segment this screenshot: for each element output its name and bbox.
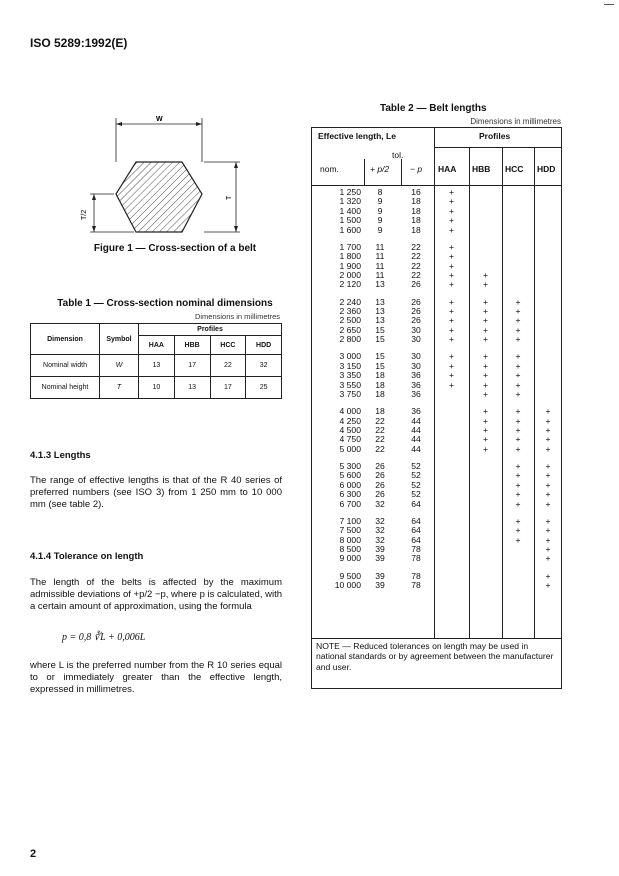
t2-plus-cell: 32: [375, 515, 385, 526]
t2-haa-cell: +: [448, 215, 455, 226]
t2-plus-cell: 13: [375, 296, 385, 307]
t2-hcc-cell: +: [515, 525, 521, 536]
t2-nom-cell: 3 550: [339, 379, 361, 390]
t1-row-dimension: Nominal height: [31, 377, 100, 399]
t2-hbb-cell: +: [482, 443, 489, 454]
t2-haa-cell: +: [448, 241, 455, 252]
t1-row-dimension: Nominal width: [31, 355, 100, 377]
t2-minus-cell: 52: [411, 489, 421, 500]
t2-minus-cell: 36: [411, 406, 421, 417]
t1-profile-hdd: HDD: [246, 336, 282, 355]
belt-cross-section-figure: [81, 110, 260, 242]
t1-cell: 13: [174, 377, 210, 399]
figure-label-t2: T/2: [81, 209, 88, 220]
t2-haa-cell: +: [448, 296, 455, 307]
t2-hdd-cell: +: [545, 479, 551, 490]
t1-cell: 32: [246, 355, 282, 377]
t2-hcc-cell: +: [515, 315, 521, 326]
t2-plus-cell: 32: [375, 534, 385, 545]
t2-plus-cell: 11: [375, 241, 385, 252]
t2-haa-cell: +: [448, 334, 455, 345]
t2-hdd-cell: +: [545, 461, 551, 471]
t2-nom-cell: 3 350: [339, 370, 361, 381]
t2-hbb-cell: +: [482, 296, 489, 307]
figure-label-t: T: [226, 195, 233, 200]
table-row: [31, 355, 282, 377]
t2-nom-cell: 2 120: [339, 279, 361, 290]
t2-plus-cell: 39: [375, 570, 385, 581]
t2-plus-cell: 18: [375, 370, 385, 381]
t2-minus-cell: 64: [411, 525, 421, 536]
corner-mark: [604, 4, 614, 5]
t2-nom-cell: 5 600: [339, 470, 361, 481]
t2-plus-cell: 22: [375, 425, 385, 435]
t2-minus-cell: 30: [411, 334, 421, 345]
t2-plus-cell: 22: [375, 434, 385, 445]
t1-profile-hbb: HBB: [174, 336, 210, 355]
t2-hdd-cell: +: [545, 498, 551, 509]
t2-minus-cell: 36: [411, 370, 421, 381]
t2-minus-cell: 78: [411, 570, 421, 581]
t2-haa-cell: +: [448, 351, 455, 362]
t2-nom-cell: 8 500: [339, 544, 361, 554]
t2-plus-cell: 9: [377, 224, 383, 235]
t2-hdd-cell: +: [545, 570, 551, 581]
t2-nom-cell: 4 250: [339, 415, 361, 426]
t2-haa-cell: +: [448, 205, 455, 216]
t2-hcc-cell: +: [515, 489, 521, 500]
t2-plus-cell: 9: [377, 205, 383, 216]
t2-minus-cell: 16: [411, 187, 421, 197]
section-4-1-3-title: 4.1.3 Lengths: [30, 450, 91, 461]
t2-minus-cell: 44: [411, 425, 421, 435]
t1-cell: 17: [174, 355, 210, 377]
t2-minus-cell: 26: [411, 279, 421, 290]
t2-plus-cell: 13: [375, 315, 385, 326]
t2-hdd-cell: +: [545, 434, 551, 445]
t2-minus-cell: 52: [411, 461, 421, 471]
t2-nom-cell: 1 800: [339, 251, 361, 262]
t2-haa-cell: +: [448, 279, 455, 290]
t2-nom-cell: 1 400: [339, 205, 361, 216]
t2-plus-cell: 32: [375, 498, 385, 509]
section-4-1-4-text: The length of the belts is affected by the maximum admissible deviations of +p/2 −p, where p is calculated, with a certain amount of approximation, using the formula: [30, 577, 282, 612]
t2-nom-cell: 1 250: [339, 187, 361, 197]
t2-hcc-cell: +: [515, 515, 521, 526]
t2-hbb-cell: +: [482, 334, 489, 345]
section-4-1-4-text-2: where L is the preferred number from the R 10 series equal to or immediately greater than the effective length, expressed in millimetres.: [30, 660, 282, 695]
t2-hcc-cell: +: [515, 479, 521, 490]
table-2-units: Dimensions in millimetres: [470, 117, 561, 126]
t2-header-minus: − p: [410, 164, 423, 174]
t2-minus-cell: 64: [411, 498, 421, 509]
t1-cell: 13: [139, 355, 175, 377]
t2-hcc-cell: +: [515, 379, 521, 390]
t2-profile-hdd: HDD: [537, 164, 556, 174]
t1-cell: 22: [210, 355, 246, 377]
t2-plus-cell: 11: [375, 270, 385, 280]
t2-minus-cell: 36: [411, 379, 421, 390]
t2-minus-cell: 22: [411, 270, 421, 280]
t2-nom-cell: 6 300: [339, 489, 361, 500]
t2-minus-cell: 22: [411, 260, 421, 271]
t2-hcc-cell: +: [515, 370, 521, 381]
t2-hdd-cell: +: [545, 425, 551, 435]
t1-header-dimension: Dimension: [31, 324, 100, 355]
t2-nom-cell: 3 000: [339, 351, 361, 362]
t2-plus-cell: 26: [375, 470, 385, 481]
t2-hbb-cell: +: [482, 370, 489, 381]
t2-nom-cell: 4 000: [339, 406, 361, 417]
t2-hbb-cell: +: [482, 279, 489, 290]
t2-haa-cell: +: [448, 306, 455, 316]
table-1-title: Table 1 — Cross-section nominal dimensions: [57, 298, 273, 309]
table-2: [311, 127, 562, 689]
t2-plus-cell: 26: [375, 461, 385, 471]
t1-cell: 25: [246, 377, 282, 399]
t2-hcc-cell: +: [515, 470, 521, 481]
t2-hcc-cell: +: [515, 389, 521, 399]
t2-hcc-cell: +: [515, 334, 521, 345]
t2-minus-cell: 26: [411, 296, 421, 307]
t2-plus-cell: 18: [375, 379, 385, 390]
tolerance-formula: p = 0,8 ∛L + 0,006L: [62, 632, 146, 643]
t2-plus-cell: 26: [375, 489, 385, 500]
t2-nom-cell: 2 800: [339, 334, 361, 345]
t2-nom-cell: 7 100: [339, 515, 361, 526]
t2-haa-cell: +: [448, 187, 455, 197]
t2-hcc-cell: +: [515, 434, 521, 445]
t2-minus-cell: 44: [411, 443, 421, 454]
table-2-title: Table 2 — Belt lengths: [380, 103, 487, 114]
t2-nom-cell: 4 500: [339, 425, 361, 435]
t2-hcc-cell: +: [515, 443, 521, 454]
figure-label-w: W: [156, 116, 163, 123]
t2-hcc-cell: +: [515, 498, 521, 509]
t2-nom-cell: 2 650: [339, 324, 361, 335]
t2-plus-cell: 13: [375, 306, 385, 316]
t2-hdd-cell: +: [545, 544, 551, 554]
t2-hcc-cell: +: [515, 534, 521, 545]
table-row: [31, 377, 282, 399]
section-4-1-4-title: 4.1.4 Tolerance on length: [30, 551, 144, 562]
t2-plus-cell: 39: [375, 580, 385, 590]
t2-minus-cell: 18: [411, 215, 421, 226]
t2-minus-cell: 52: [411, 470, 421, 481]
t2-minus-cell: 18: [411, 205, 421, 216]
t2-hdd-cell: +: [545, 515, 551, 526]
t2-hbb-cell: +: [482, 306, 489, 316]
t2-hcc-cell: +: [515, 351, 521, 362]
t2-plus-cell: 11: [375, 251, 385, 262]
t2-hdd-cell: +: [545, 415, 551, 426]
t2-plus-cell: 18: [375, 389, 385, 399]
t2-nom-cell: 9 000: [339, 553, 361, 564]
t2-nom-cell: 2 360: [339, 306, 361, 316]
t1-header-symbol: Symbol: [100, 324, 139, 355]
t2-hbb-cell: +: [482, 379, 489, 390]
t2-nom-cell: 3 150: [339, 360, 361, 371]
t2-nom-cell: 2 500: [339, 315, 361, 326]
t2-haa-cell: +: [448, 251, 455, 262]
t2-nom-cell: 10 000: [334, 580, 361, 590]
t1-header-profiles: Profiles: [139, 324, 282, 336]
t2-nom-cell: 2 240: [339, 296, 361, 307]
t2-nom-cell: 4 750: [339, 434, 361, 445]
table-1-units: Dimensions in millimetres: [194, 312, 280, 321]
t2-hdd-cell: +: [545, 553, 551, 564]
t2-plus-cell: 15: [375, 351, 385, 362]
t2-header-profiles: Profiles: [479, 131, 511, 141]
t2-nom-cell: 1 500: [339, 215, 361, 226]
t2-minus-cell: 18: [411, 224, 421, 235]
t2-nom-cell: 8 000: [339, 534, 361, 545]
t2-nom-cell: 9 500: [339, 570, 361, 581]
t2-nom-cell: 3 750: [339, 389, 361, 399]
t2-minus-cell: 44: [411, 415, 421, 426]
t2-haa-cell: +: [448, 270, 455, 280]
t2-profile-hcc: HCC: [505, 164, 524, 174]
t2-minus-cell: 30: [411, 324, 421, 335]
t2-hdd-cell: +: [545, 489, 551, 500]
t2-minus-cell: 78: [411, 544, 421, 554]
t2-hbb-cell: +: [482, 315, 489, 326]
t2-plus-cell: 32: [375, 525, 385, 536]
table-1: [30, 323, 282, 399]
t2-header-plus: + p/2: [370, 164, 390, 174]
t2-hbb-cell: +: [482, 351, 489, 362]
figure-1-caption: Figure 1 — Cross-section of a belt: [93, 243, 257, 254]
table-2-note: NOTE — Reduced tolerances on length may be used in national standards or by agreement between the manufacturer and user.: [316, 641, 554, 672]
t2-minus-cell: 18: [411, 196, 421, 207]
t2-plus-cell: 22: [375, 443, 385, 454]
t2-nom-cell: 5 000: [339, 443, 361, 454]
t2-nom-cell: 2 000: [339, 270, 361, 280]
t2-minus-cell: 30: [411, 351, 421, 362]
t2-minus-cell: 78: [411, 553, 421, 564]
t2-hcc-cell: +: [515, 324, 521, 335]
t2-plus-cell: 13: [375, 279, 385, 290]
t2-hcc-cell: +: [515, 296, 521, 307]
t2-haa-cell: +: [448, 196, 455, 207]
t2-minus-cell: 26: [411, 315, 421, 326]
t2-nom-cell: 1 600: [339, 224, 361, 235]
document-id: ISO 5289:1992(E): [30, 36, 128, 50]
t2-haa-cell: +: [448, 379, 455, 390]
t1-row-symbol: W: [100, 355, 139, 377]
t2-minus-cell: 22: [411, 241, 421, 252]
t2-nom-cell: 6 000: [339, 479, 361, 490]
t2-plus-cell: 9: [377, 196, 383, 207]
t2-hdd-cell: +: [545, 406, 551, 417]
t2-plus-cell: 15: [375, 360, 385, 371]
t2-header-tol: tol.: [392, 150, 404, 160]
t2-minus-cell: 22: [411, 251, 421, 262]
t2-minus-cell: 44: [411, 434, 421, 445]
t2-hbb-cell: +: [482, 324, 489, 335]
t2-haa-cell: +: [448, 360, 455, 371]
t1-profile-haa: HAA: [139, 336, 175, 355]
t2-hcc-cell: +: [515, 415, 521, 426]
t1-row-symbol: T: [100, 377, 139, 399]
t2-nom-cell: 7 500: [339, 525, 361, 536]
belt-hexagon-shape: [116, 162, 202, 232]
section-4-1-3-text: The range of effective lengths is that of the R 40 series of preferred numbers (see ISO 3) from 1 250 mm to 10 000 mm (see table 2).: [30, 475, 282, 510]
t2-hdd-cell: +: [545, 534, 551, 545]
t2-plus-cell: 39: [375, 544, 385, 554]
t2-plus-cell: 8: [377, 187, 383, 197]
t2-hdd-cell: +: [545, 525, 551, 536]
t2-minus-cell: 52: [411, 479, 421, 490]
t2-header-nom: nom.: [320, 164, 339, 174]
t2-profile-hbb: HBB: [472, 164, 491, 174]
t2-hcc-cell: +: [515, 406, 521, 417]
t2-plus-cell: 11: [375, 260, 385, 271]
t2-hbb-cell: +: [482, 425, 489, 435]
t2-plus-cell: 26: [375, 479, 385, 490]
t2-profile-haa: HAA: [438, 164, 457, 174]
t2-hbb-cell: +: [482, 360, 489, 371]
t2-hbb-cell: +: [482, 434, 489, 445]
t2-hdd-cell: +: [545, 580, 551, 590]
t2-hbb-cell: +: [482, 406, 489, 417]
t2-plus-cell: 39: [375, 553, 385, 564]
t2-haa-cell: +: [448, 224, 455, 235]
t2-minus-cell: 78: [411, 580, 421, 590]
t2-hbb-cell: +: [482, 270, 489, 280]
t1-cell: 17: [210, 377, 246, 399]
t2-nom-cell: 1 700: [339, 241, 361, 252]
t2-minus-cell: 64: [411, 515, 421, 526]
t2-plus-cell: 15: [375, 324, 385, 335]
t1-profile-hcc: HCC: [210, 336, 246, 355]
t2-plus-cell: 18: [375, 406, 385, 417]
t2-hcc-cell: +: [515, 425, 521, 435]
t2-minus-cell: 64: [411, 534, 421, 545]
page-number: 2: [30, 848, 37, 860]
t2-nom-cell: 1 900: [339, 260, 361, 271]
t2-hdd-cell: +: [545, 470, 551, 481]
t2-plus-cell: 15: [375, 334, 385, 345]
t1-cell: 10: [139, 377, 175, 399]
t2-hbb-cell: +: [482, 389, 489, 399]
t2-haa-cell: +: [448, 324, 455, 335]
t2-minus-cell: 26: [411, 306, 421, 316]
t2-haa-cell: +: [448, 260, 455, 271]
t2-nom-cell: 5 300: [339, 461, 361, 471]
t2-minus-cell: 30: [411, 360, 421, 371]
t2-haa-cell: +: [448, 315, 455, 326]
t2-plus-cell: 9: [377, 215, 383, 226]
t2-nom-cell: 1 320: [339, 196, 361, 207]
t2-hdd-cell: +: [545, 443, 551, 454]
t2-nom-cell: 6 700: [339, 498, 361, 509]
t2-minus-cell: 36: [411, 389, 421, 399]
t2-hcc-cell: +: [515, 306, 521, 316]
t2-hcc-cell: +: [515, 360, 521, 371]
t2-haa-cell: +: [448, 370, 455, 381]
t2-header-effective-length: Effective length, Le: [318, 131, 396, 141]
t2-hcc-cell: +: [515, 461, 521, 471]
t2-hbb-cell: +: [482, 415, 489, 426]
t2-plus-cell: 22: [375, 415, 385, 426]
